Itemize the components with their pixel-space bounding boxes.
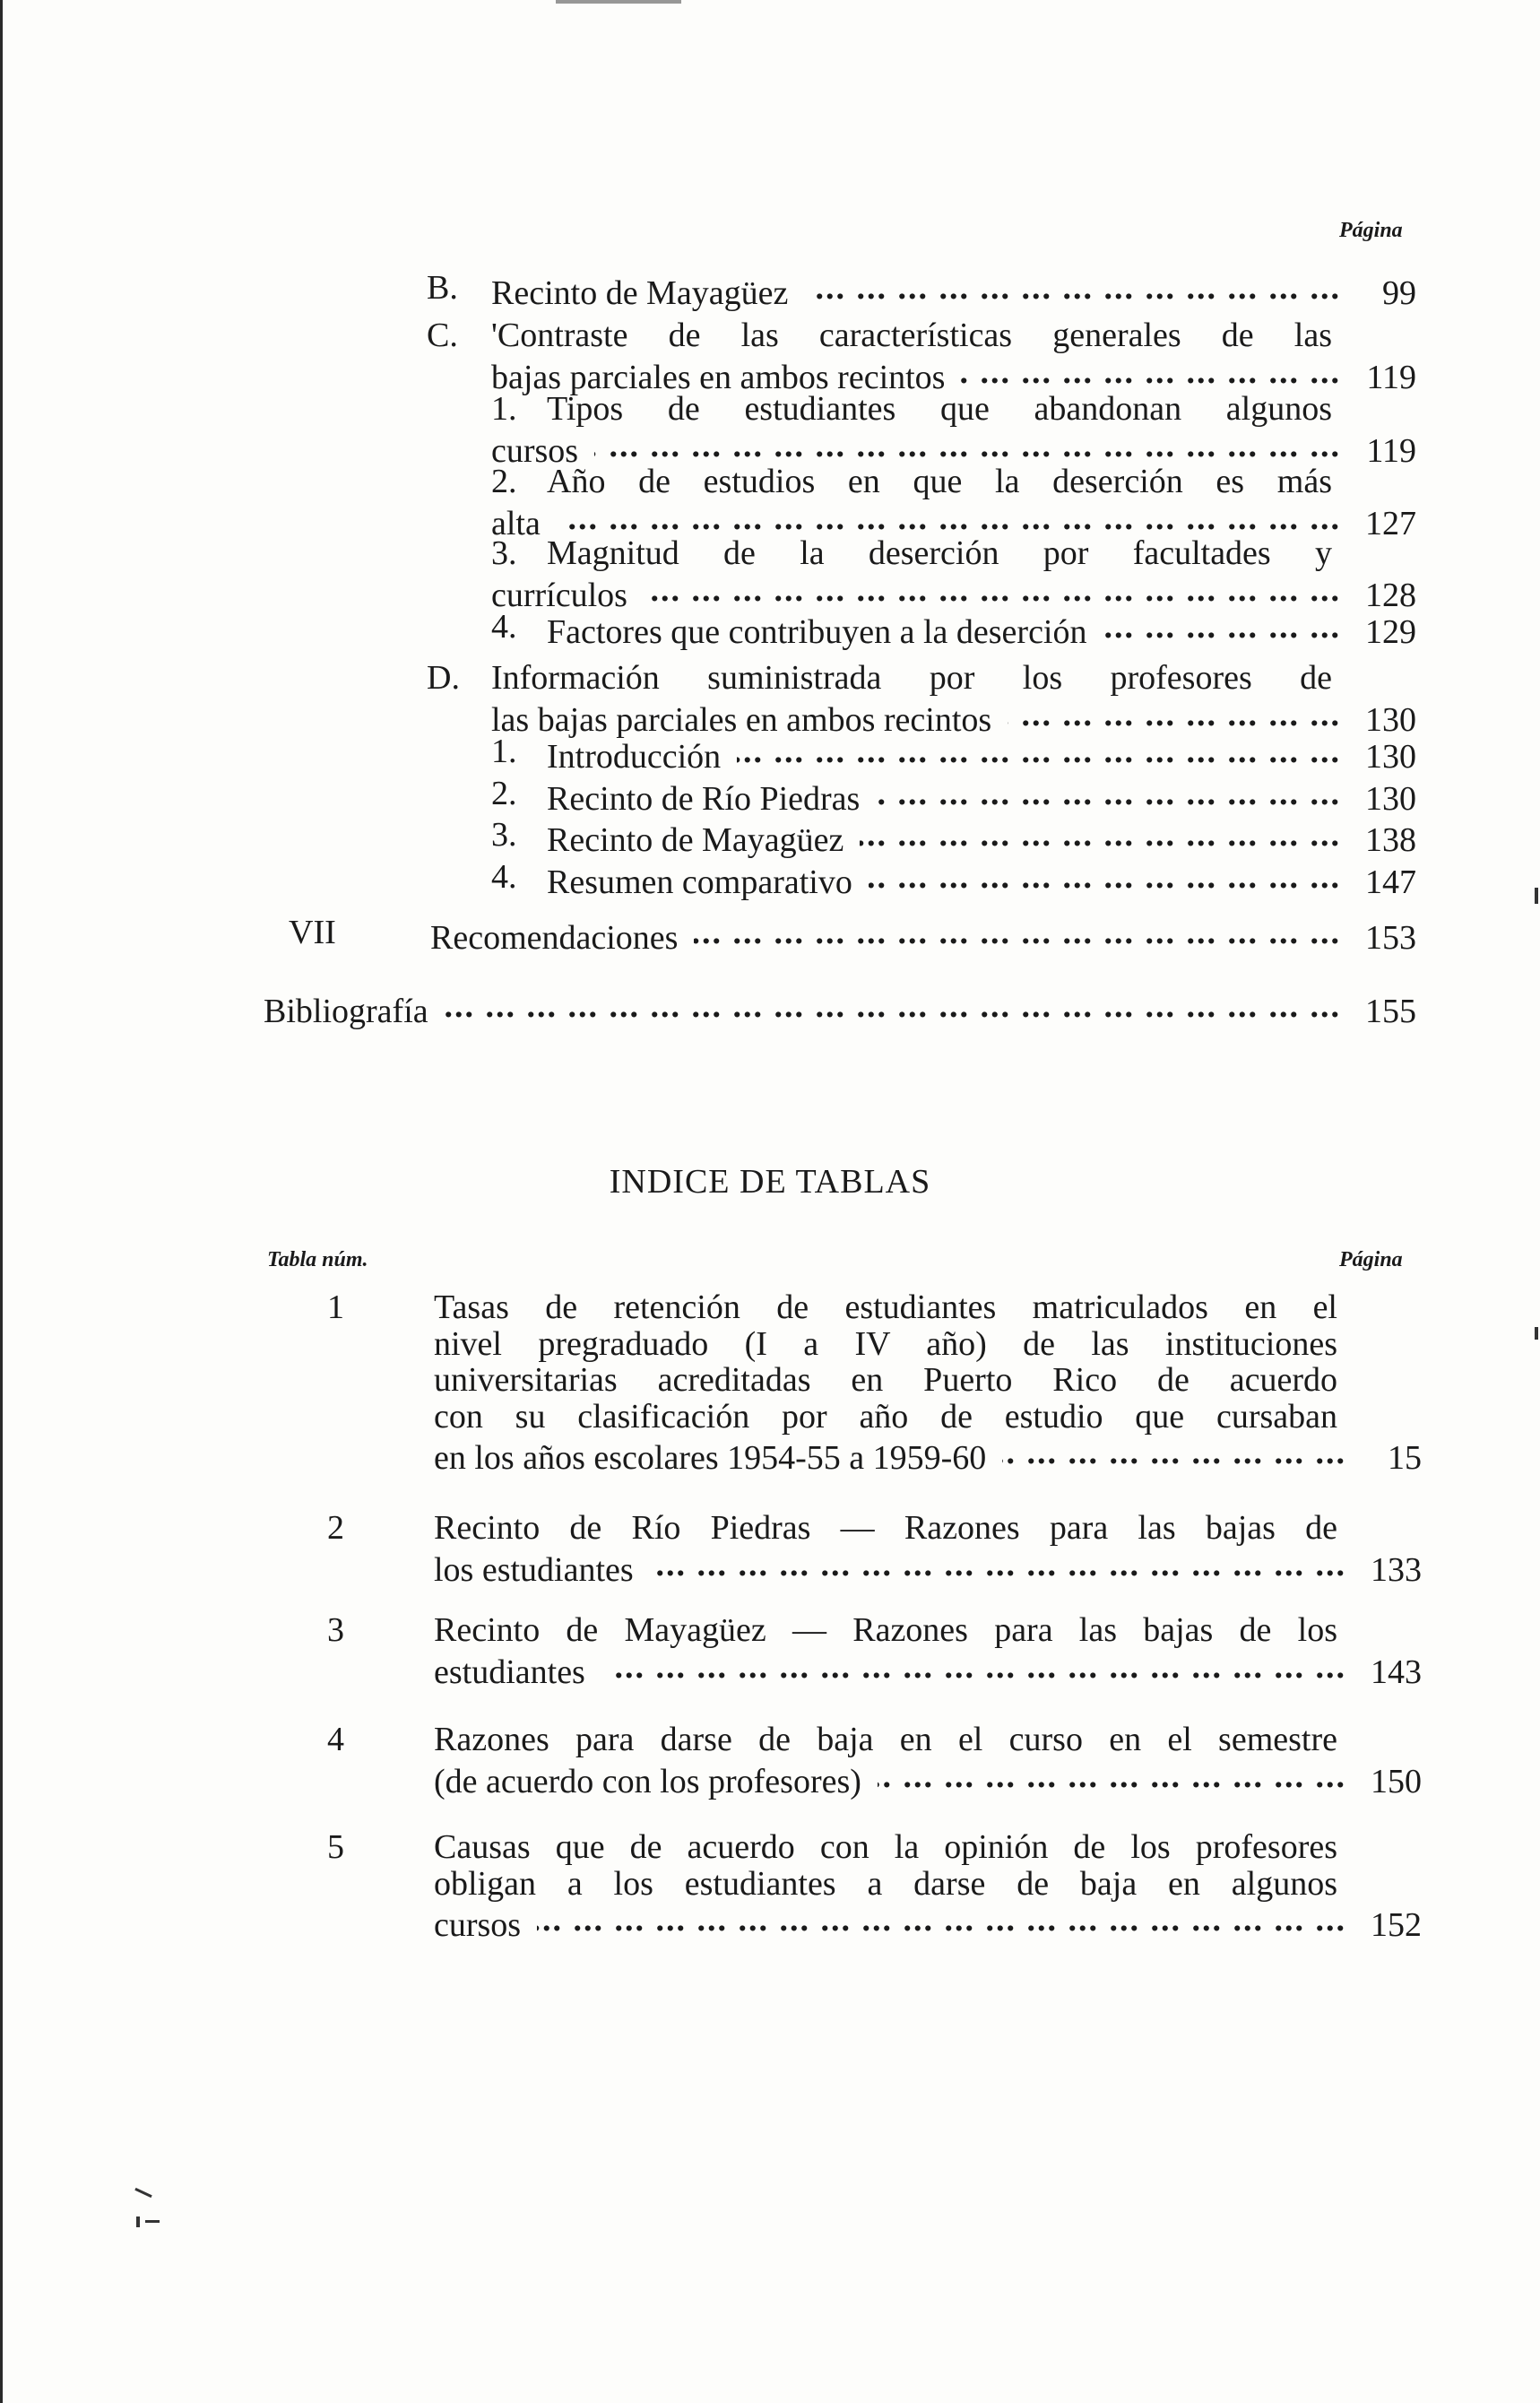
page-number: 150 (1371, 1762, 1422, 1800)
table-number: 2 (327, 1509, 344, 1547)
page-column-header: Página (1339, 1248, 1403, 1271)
toc-chapter-vii (289, 915, 1416, 957)
subentry-d2 (491, 776, 1416, 818)
toc-entry-c (427, 317, 1416, 395)
subentry-title: alta (491, 504, 541, 542)
page-number: 129 (1365, 613, 1416, 651)
toc-subentry-c3 (427, 535, 1416, 613)
table-number: 3 (327, 1611, 344, 1649)
table-title-line: Tasas de retención de estudiantes matriculados en el (434, 1288, 1337, 1326)
scan-mark (556, 0, 681, 4)
entry-label: D. (427, 659, 460, 697)
bibliography-title: Bibliografía (264, 993, 428, 1030)
subentry-title: currículos (491, 576, 627, 614)
subentry-label: 3. (491, 534, 517, 572)
subentry-title: Recinto de Mayagüez (547, 821, 844, 859)
table-title: los estudiantes (434, 1550, 634, 1589)
table-title-line: Causas que de acuerdo con la opinión de los profesores (434, 1828, 1337, 1866)
toc-entry-d (427, 660, 1416, 738)
chapter-label: VII (289, 914, 336, 951)
table-title-line: universitarias acreditadas en Puerto Rico de acuerdo (434, 1361, 1337, 1399)
table-entry-3 (269, 1612, 1422, 1690)
table-title: (de acuerdo con los profesores) (434, 1762, 861, 1800)
page-number: 99 (1382, 274, 1416, 312)
page-column-header: Página (1339, 219, 1403, 242)
page-number: 138 (1365, 821, 1416, 859)
toc-subentry-c2 (427, 464, 1416, 542)
table-entry-5 (269, 1829, 1422, 1944)
page-edge-line (0, 0, 3, 2403)
toc-bibliography (264, 988, 1416, 1030)
leader-dots (876, 776, 1341, 810)
toc-subentries-d (427, 733, 1416, 900)
page-number: 119 (1366, 358, 1416, 396)
subentry-title: Factores que contribuyen a la deserción (547, 613, 1087, 651)
table-title-line: nivel pregraduado (I a IV año) de las instituciones (434, 1324, 1337, 1363)
table-number-column-header: Tabla núm. (267, 1248, 368, 1271)
chapter-title: Recomendaciones (430, 919, 679, 957)
leader-dots (869, 859, 1341, 893)
table-entry-4 (269, 1722, 1422, 1800)
page-number: 119 (1366, 431, 1416, 470)
subentry-title: Introducción (547, 738, 722, 776)
subentry-title: Recinto de Río Piedras (547, 779, 861, 818)
scan-mark (134, 2188, 151, 2198)
subentry-label: 4. (491, 608, 517, 646)
scan-mark (1535, 1327, 1538, 1340)
table-entry-2 (269, 1510, 1422, 1588)
subentry-label: 3. (491, 816, 517, 854)
table-title-line: obligan a los estudiantes a darse de baja en algunos (434, 1864, 1337, 1903)
leader-dots (860, 817, 1341, 851)
subentry-label: 2. (491, 463, 517, 500)
page-number: 153 (1365, 919, 1416, 957)
table-title-line: Recinto de Río Piedras — Razones para las bajas de (434, 1509, 1337, 1547)
leader-dots (650, 1547, 1346, 1581)
table-number: 5 (327, 1828, 344, 1866)
subentry-title-line: Año de estudios en que la deserción es más (547, 463, 1332, 500)
leader-dots (1008, 697, 1341, 731)
entry-title-line: Información suministrada por los profesores de (491, 659, 1332, 697)
page-number: 127 (1365, 504, 1416, 542)
entry-label: B. (427, 269, 458, 307)
entry-title: las bajas parciales en ambos recintos (491, 700, 992, 739)
page-number: 130 (1365, 779, 1416, 818)
scan-mark (1535, 888, 1538, 904)
section-title: INDICE DE TABLAS (609, 1163, 931, 1201)
leader-dots (601, 1649, 1346, 1683)
leader-dots (1103, 609, 1342, 643)
entry-title: bajas parciales en ambos recintos (491, 358, 946, 396)
subentry-d4 (491, 859, 1416, 901)
page-number: 143 (1371, 1653, 1422, 1691)
leader-dots (537, 1902, 1346, 1936)
leader-dots (878, 1758, 1346, 1792)
table-title-line: Recinto de Mayagüez — Razones para las bajas de los (434, 1611, 1337, 1649)
table-title-line: con su clasificación por año de estudio que cursaban (434, 1397, 1337, 1436)
subentry-label: 1. (491, 733, 517, 770)
page-number: 128 (1365, 576, 1416, 614)
entry-title-line: 'Contraste de las características generales de las (491, 317, 1332, 354)
page-number: 130 (1365, 700, 1416, 739)
page-number: 155 (1365, 993, 1416, 1030)
subentry-d3 (491, 817, 1416, 859)
page-number: 147 (1365, 863, 1416, 901)
entry-label: C. (427, 317, 458, 354)
subentry-label: 1. (491, 390, 517, 428)
table-title: estudiantes (434, 1653, 585, 1691)
leader-dots (445, 988, 1341, 1022)
leader-dots (557, 500, 1341, 534)
toc-subentry-c4 (427, 609, 1416, 651)
scan-mark (136, 2216, 140, 2227)
subentry-title-line: Magnitud de la deserción por facultades y (547, 534, 1332, 572)
subentry-title: Resumen comparativo (547, 863, 852, 901)
page-number: 133 (1371, 1550, 1422, 1589)
leader-dots (961, 354, 1341, 388)
leader-dots (694, 915, 1341, 949)
table-title-line: Razones para darse de baja en el curso en el semestre (434, 1721, 1337, 1758)
leader-dots (1002, 1435, 1346, 1469)
leader-dots (804, 270, 1341, 304)
scan-mark (145, 2220, 160, 2223)
page-number: 152 (1371, 1906, 1422, 1944)
table-title: cursos (434, 1906, 522, 1944)
subentry-title-line: Tipos de estudiantes que abandonan algunos (547, 390, 1332, 428)
toc-subentry-c1 (427, 391, 1416, 469)
table-title: en los años escolares 1954-55 a 1959-60 (434, 1439, 987, 1477)
table-number: 1 (327, 1288, 344, 1326)
subentry-d1 (491, 733, 1416, 776)
leader-dots (594, 428, 1341, 462)
table-number: 4 (327, 1721, 344, 1758)
entry-title: Recinto de Mayagüez (491, 274, 789, 312)
subentry-label: 4. (491, 857, 517, 896)
page-number: 15 (1388, 1439, 1422, 1477)
subentry-title: cursos (491, 431, 579, 470)
table-entry-1 (269, 1289, 1422, 1477)
leader-dots (644, 572, 1341, 606)
toc-entry-b (427, 270, 1416, 312)
page-number: 130 (1365, 738, 1416, 776)
subentry-label: 2. (491, 774, 517, 812)
leader-dots (737, 733, 1341, 768)
